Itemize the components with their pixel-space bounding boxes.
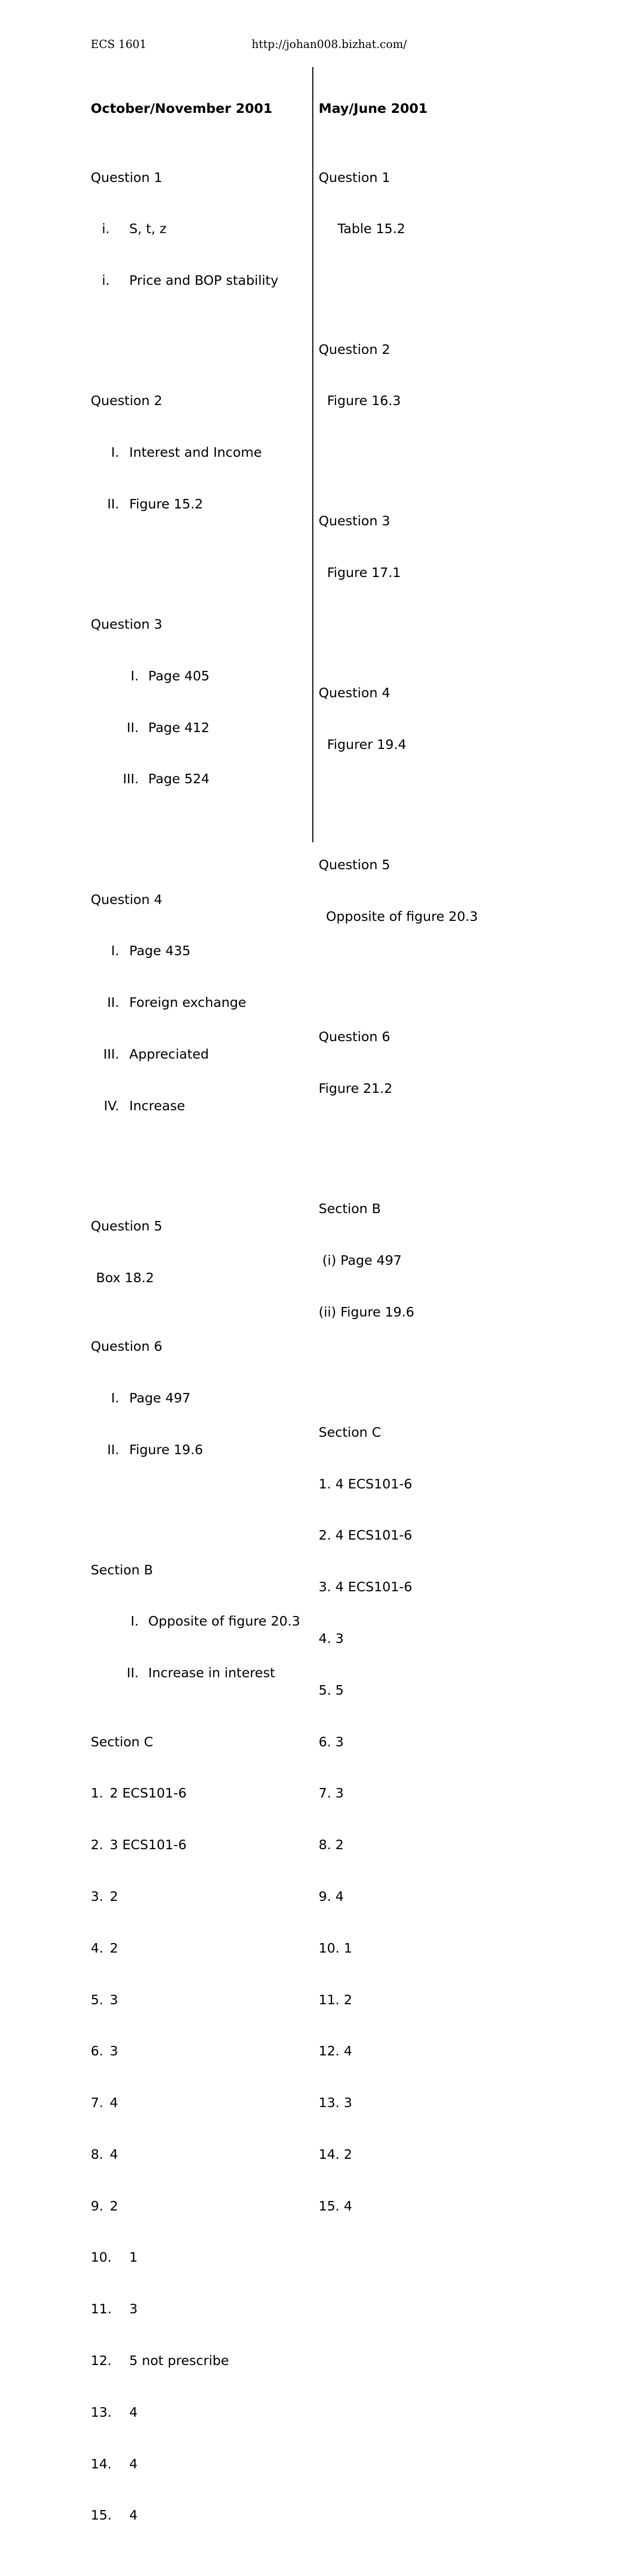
list-item: [91, 1390, 307, 1407]
answer-value: 2: [110, 2198, 118, 2214]
right-q4-answer: Figurer 19.4: [327, 737, 407, 753]
list-item: [91, 771, 307, 788]
item-marker: III.: [122, 771, 139, 787]
item-text: Figure 19.6: [129, 1441, 203, 1457]
answer-row: [91, 2456, 307, 2473]
item-text: Opposite of figure 20.3: [148, 1613, 301, 1629]
list-item: [91, 1613, 307, 1630]
answer-row: 13. 3: [319, 2095, 352, 2111]
answer-row: [91, 2404, 307, 2421]
answer-row: 1. 4 ECS101-6: [319, 1476, 413, 1492]
right-q6-answer: Figure 21.2: [319, 1081, 392, 1097]
answer-value: 2: [110, 1888, 118, 1904]
answer-row: 5. 5: [319, 1682, 344, 1698]
answer-row: 14. 2: [319, 2146, 352, 2162]
answer-number: 2.: [91, 1837, 103, 1853]
answer-value: 3: [129, 2301, 138, 2317]
list-item: [91, 1441, 307, 1459]
answer-value: 2: [110, 1940, 118, 1956]
item-text: Page 435: [129, 943, 191, 959]
column-divider: [312, 67, 313, 842]
answer-number: 7.: [91, 2095, 103, 2111]
answer-value: 4: [129, 2456, 138, 2472]
answer-number: 4.: [91, 1940, 103, 1956]
answer-row: 4. 3: [319, 1631, 344, 1647]
item-text: Appreciated: [129, 1046, 209, 1062]
item-marker: II.: [127, 1665, 139, 1681]
header-url: http://johan008.bizhat.com/: [252, 38, 407, 51]
item-marker: II.: [127, 719, 139, 735]
answer-number: 8.: [91, 2146, 103, 2162]
right-q1-answer: Table 15.2: [338, 221, 406, 237]
answer-row: 15. 4: [319, 2198, 352, 2214]
right-q3-heading: Question 3: [319, 513, 390, 529]
list-item: [91, 1046, 307, 1063]
answer-row: [91, 2249, 307, 2266]
right-section-b-heading: Section B: [319, 1201, 381, 1217]
answer-number: 15.: [91, 2507, 112, 2523]
answer-row: [91, 2094, 307, 2112]
list-item: [91, 1098, 307, 1115]
answer-row: 8. 2: [319, 1837, 344, 1853]
answer-row: 7. 3: [319, 1785, 344, 1801]
item-marker: II.: [107, 995, 119, 1011]
answer-value: 1: [129, 2250, 138, 2265]
right-q2-answer: Figure 16.3: [327, 393, 401, 409]
right-q5-heading: Question 5: [319, 857, 390, 873]
right-q3-answer: Figure 17.1: [327, 565, 401, 581]
right-q1-heading: Question 1: [319, 169, 390, 185]
answer-value: 4: [110, 2095, 118, 2111]
left-q5-heading: Question 5: [91, 1218, 162, 1234]
item-marker: III.: [103, 1046, 119, 1062]
answer-row: 10. 1: [319, 1940, 352, 1956]
left-q3-heading: Question 3: [91, 617, 162, 632]
answer-row: [91, 1992, 307, 2009]
answer-number: 11.: [91, 2301, 112, 2317]
answer-number: 9.: [91, 2198, 103, 2214]
item-marker: IV.: [103, 1098, 119, 1113]
answer-value: 4: [110, 2146, 118, 2162]
list-item: [91, 272, 307, 290]
answer-row: [91, 1837, 307, 1854]
item-text: Foreign exchange: [129, 995, 246, 1011]
item-marker: I.: [111, 943, 119, 959]
answer-value: 3: [110, 1992, 118, 2007]
answer-number: 12.: [91, 2352, 112, 2368]
list-item: [91, 994, 307, 1012]
answer-number: 1.: [91, 1785, 103, 1801]
right-q6-heading: Question 6: [319, 1029, 390, 1045]
list-item: [91, 496, 307, 513]
answer-number: 6.: [91, 2043, 103, 2059]
item-marker: i.: [102, 221, 110, 237]
item-marker: II.: [107, 1441, 119, 1457]
item-marker: I.: [111, 445, 119, 460]
item-text: Figure 15.2: [129, 496, 203, 512]
answer-row: 3. 4 ECS101-6: [319, 1579, 413, 1595]
left-q5-answer: Box 18.2: [96, 1270, 155, 1285]
left-section-c-heading: Section C: [91, 1734, 154, 1750]
answer-row: [91, 1888, 307, 1906]
answer-row: [91, 1940, 307, 1957]
item-marker: i.: [102, 273, 110, 289]
answer-row: 12. 4: [319, 2043, 352, 2059]
left-section-b-heading: Section B: [91, 1562, 153, 1578]
answer-value: 5 not prescribe: [129, 2352, 229, 2368]
left-q1-heading: Question 1: [91, 169, 162, 185]
item-text: Page 412: [148, 719, 210, 735]
answer-value: 4: [129, 2404, 138, 2420]
item-marker: II.: [107, 496, 119, 512]
answer-row: [91, 2507, 307, 2524]
item-marker: I.: [130, 668, 139, 684]
item-marker: I.: [130, 1613, 139, 1629]
item-text: Price and BOP stability: [129, 273, 279, 289]
answer-row: [91, 2146, 307, 2164]
item-marker: I.: [111, 1390, 119, 1406]
answer-number: 3.: [91, 1888, 103, 1904]
left-title: October/November 2001: [91, 101, 273, 117]
answer-row: 9. 4: [319, 1888, 344, 1904]
left-q6-heading: Question 6: [91, 1338, 162, 1354]
item-text: Increase: [129, 1098, 185, 1113]
list-item: (i) Page 497: [322, 1252, 402, 1268]
answer-number: 10.: [91, 2250, 112, 2265]
item-text: Page 497: [129, 1390, 191, 1406]
item-text: Page 405: [148, 668, 210, 684]
left-column: [91, 66, 307, 2542]
right-section-c-heading: Section C: [319, 1424, 381, 1440]
left-q2-heading: Question 2: [91, 393, 162, 409]
answer-row: [91, 2198, 307, 2215]
list-item: [91, 444, 307, 462]
answer-row: [91, 2301, 307, 2318]
answer-row: 6. 3: [319, 1734, 344, 1750]
course-code: ECS 1601: [91, 38, 147, 51]
item-text: Page 524: [148, 771, 210, 787]
page-header: [91, 38, 565, 54]
right-q2-heading: Question 2: [319, 341, 390, 357]
right-column: [319, 66, 593, 2232]
list-item: (ii) Figure 19.6: [319, 1304, 415, 1320]
right-q5-answer: Opposite of figure 20.3: [326, 909, 478, 925]
right-q4-heading: Question 4: [319, 685, 390, 701]
answer-number: 14.: [91, 2456, 112, 2472]
list-item: [91, 220, 307, 238]
list-item: [91, 943, 307, 960]
left-q4-heading: Question 4: [91, 891, 162, 907]
item-text: S, t, z: [129, 221, 167, 237]
item-text: Interest and Income: [129, 445, 262, 460]
answer-row: 2. 4 ECS101-6: [319, 1527, 413, 1543]
answer-value: 3: [110, 2043, 118, 2059]
list-item: [91, 668, 307, 685]
answer-number: 13.: [91, 2404, 112, 2420]
list-item: [91, 1665, 307, 1682]
answer-row: [91, 2352, 307, 2370]
answer-row: 11. 2: [319, 1992, 352, 2007]
answer-number: 5.: [91, 1992, 103, 2007]
answer-value: 4: [129, 2507, 138, 2523]
list-item: [91, 719, 307, 737]
item-text: Increase in interest: [148, 1665, 275, 1681]
answer-row: [91, 2043, 307, 2060]
answer-value: 3 ECS101-6: [110, 1837, 187, 1853]
right-title: May/June 2001: [319, 101, 428, 117]
answer-row: [91, 1785, 307, 1802]
answer-value: 2 ECS101-6: [110, 1785, 187, 1801]
